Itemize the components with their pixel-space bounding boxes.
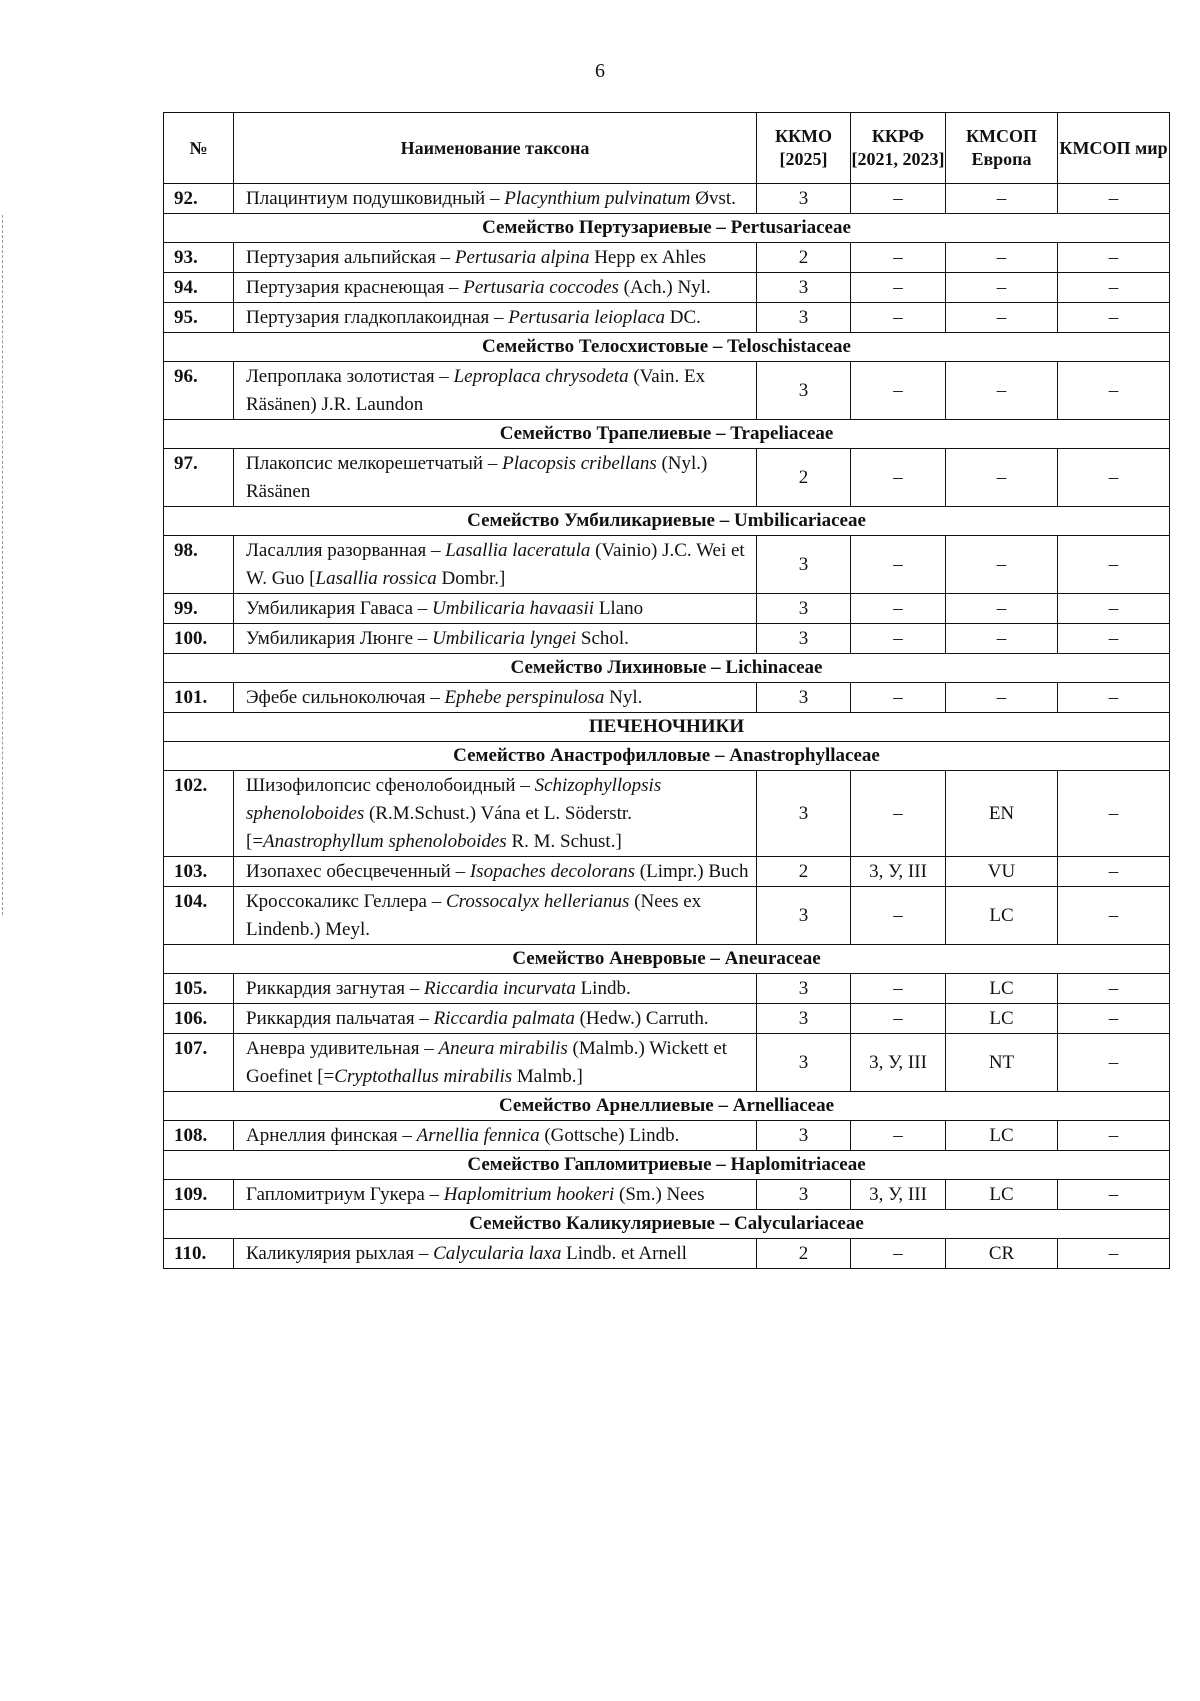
- status-iucn-world: –: [1058, 887, 1170, 945]
- family-row: [164, 420, 1170, 449]
- status-iucn-europe: –: [946, 303, 1058, 333]
- status-kkmo: 2: [757, 1239, 851, 1269]
- header-row: [164, 113, 1170, 184]
- taxon-name-cell: [234, 449, 757, 507]
- taxon-row: [164, 1121, 1170, 1151]
- status-iucn-world: –: [1058, 1004, 1170, 1034]
- status-kkmo: 3: [757, 273, 851, 303]
- taxon-author: Hepp ex Ahles: [589, 247, 707, 268]
- taxon-row: [164, 974, 1170, 1004]
- status-iucn-europe: –: [946, 683, 1058, 713]
- taxon-row: [164, 449, 1170, 507]
- taxon-russian-name: Эфебе сильноколючая –: [246, 687, 445, 708]
- family-row: [164, 1210, 1170, 1239]
- status-iucn-europe: NT: [946, 1034, 1058, 1092]
- taxon-russian-name: Пертузария краснеющая –: [246, 277, 464, 298]
- taxon-author: (Malmb.) Wickett et Goefinet [=: [246, 1038, 728, 1087]
- taxon-author: (Vain. Ex Räsänen) J.R. Laundon: [246, 366, 706, 415]
- status-kkrf: –: [851, 303, 946, 333]
- family-heading: Семейство Каликуляриевые – Calyculariaceae: [164, 1210, 1170, 1239]
- taxon-russian-name: Шизофилопсис сфенолобоидный –: [246, 775, 535, 796]
- taxon-russian-name: Каликулярия рыхлая –: [246, 1243, 434, 1264]
- family-heading: Семейство Гапломитриевые – Haplomitriaceae: [164, 1151, 1170, 1180]
- family-heading: Семейство Пертузариевые – Pertusariaceae: [164, 214, 1170, 243]
- status-iucn-world: –: [1058, 624, 1170, 654]
- status-kkrf: –: [851, 449, 946, 507]
- status-iucn-europe: –: [946, 624, 1058, 654]
- family-heading: Семейство Трапелиевые – Trapeliaceae: [164, 420, 1170, 449]
- header-kkmo: ККМО [2025]: [757, 113, 851, 184]
- taxon-name-cell: [234, 303, 757, 333]
- status-iucn-world: –: [1058, 857, 1170, 887]
- taxon-row: [164, 594, 1170, 624]
- taxon-number: 108.: [164, 1121, 234, 1151]
- taxon-name-cell: [234, 1034, 757, 1092]
- taxon-russian-name: Кроссокаликс Геллера –: [246, 891, 446, 912]
- family-row: [164, 507, 1170, 536]
- taxon-name-cell: [234, 624, 757, 654]
- status-kkmo: 3: [757, 887, 851, 945]
- taxon-row: [164, 857, 1170, 887]
- taxon-author: Schol.: [576, 628, 629, 649]
- taxon-latin-name: Calycularia laxa: [433, 1243, 562, 1264]
- taxa-table: [163, 112, 1170, 1269]
- header-name: Наименование таксона: [234, 113, 757, 184]
- status-iucn-world: –: [1058, 536, 1170, 594]
- header-kkrf: ККРФ [2021, 2023]: [851, 113, 946, 184]
- status-kkmo: 3: [757, 536, 851, 594]
- status-kkrf: –: [851, 1121, 946, 1151]
- taxon-author: Øvst.: [690, 188, 736, 209]
- taxon-latin-name: Riccardia palmata: [433, 1008, 575, 1029]
- taxon-number: 95.: [164, 303, 234, 333]
- taxon-latin-name: Crossocalyx hellerianus: [445, 891, 630, 912]
- taxon-synonym-latin-name: Cryptothallus mirabilis: [334, 1066, 513, 1087]
- taxon-number: 102.: [164, 771, 234, 857]
- status-kkmo: 3: [757, 771, 851, 857]
- taxon-latin-name: Leproplaca chrysodeta: [453, 366, 629, 387]
- status-iucn-europe: –: [946, 594, 1058, 624]
- taxon-row: [164, 243, 1170, 273]
- status-iucn-world: –: [1058, 683, 1170, 713]
- status-kkrf: –: [851, 974, 946, 1004]
- status-kkrf: –: [851, 887, 946, 945]
- status-kkrf: –: [851, 771, 946, 857]
- status-iucn-world: –: [1058, 449, 1170, 507]
- status-iucn-europe: –: [946, 362, 1058, 420]
- taxon-row: [164, 303, 1170, 333]
- taxon-name-cell: [234, 887, 757, 945]
- status-iucn-world: –: [1058, 1034, 1170, 1092]
- taxon-name-cell: [234, 857, 757, 887]
- taxon-russian-name: Аневра удивительная –: [246, 1038, 439, 1059]
- taxon-latin-name: Isopaches decolorans: [469, 861, 636, 882]
- status-kkmo: 2: [757, 857, 851, 887]
- status-iucn-world: –: [1058, 303, 1170, 333]
- status-iucn-europe: LC: [946, 1121, 1058, 1151]
- taxon-number: 94.: [164, 273, 234, 303]
- status-iucn-europe: –: [946, 243, 1058, 273]
- status-iucn-europe: LC: [946, 974, 1058, 1004]
- taxon-author: (Hedw.) Carruth.: [574, 1008, 709, 1029]
- taxon-synonym-author: R. M. Schust.]: [506, 831, 622, 852]
- taxon-name-cell: [234, 1004, 757, 1034]
- status-kkmo: 3: [757, 1034, 851, 1092]
- status-iucn-europe: –: [946, 536, 1058, 594]
- taxon-number: 97.: [164, 449, 234, 507]
- taxon-number: 100.: [164, 624, 234, 654]
- taxon-number: 105.: [164, 974, 234, 1004]
- taxon-latin-name: Pertusaria leioplaca: [508, 307, 665, 328]
- taxon-number: 96.: [164, 362, 234, 420]
- taxon-number: 103.: [164, 857, 234, 887]
- taxon-author: (Nyl.) Räsänen: [246, 453, 708, 502]
- taxon-row: [164, 624, 1170, 654]
- taxon-name-cell: [234, 1239, 757, 1269]
- taxon-synonym-author: Dombr.]: [436, 568, 506, 589]
- status-kkmo: 3: [757, 594, 851, 624]
- status-kkmo: 2: [757, 449, 851, 507]
- status-iucn-europe: LC: [946, 1180, 1058, 1210]
- taxon-russian-name: Риккардия пальчатая –: [246, 1008, 434, 1029]
- status-kkrf: –: [851, 594, 946, 624]
- taxon-latin-name: Placynthium pulvinatum: [504, 188, 691, 209]
- status-kkmo: 3: [757, 974, 851, 1004]
- taxon-synonym-author: Malmb.]: [512, 1066, 583, 1087]
- taxon-name-cell: [234, 273, 757, 303]
- taxon-row: [164, 1034, 1170, 1092]
- scan-edge-line: [2, 215, 3, 915]
- family-heading: Семейство Анастрофилловые – Anastrophyllaceae: [164, 742, 1170, 771]
- taxon-name-cell: [234, 594, 757, 624]
- status-iucn-world: –: [1058, 243, 1170, 273]
- status-iucn-world: –: [1058, 1239, 1170, 1269]
- taxon-author: Llano: [594, 598, 644, 619]
- status-kkrf: 3, У, III: [851, 1180, 946, 1210]
- taxon-row: [164, 184, 1170, 214]
- taxon-russian-name: Изопахес обесцвеченный –: [246, 861, 470, 882]
- taxon-author: (R.M.Schust.) Vána et L. Söderstr. [=: [246, 803, 632, 852]
- status-kkrf: –: [851, 243, 946, 273]
- taxon-number: 99.: [164, 594, 234, 624]
- taxon-name-cell: [234, 1121, 757, 1151]
- taxon-row: [164, 362, 1170, 420]
- taxon-latin-name: Pertusaria alpina: [454, 247, 590, 268]
- status-iucn-world: –: [1058, 184, 1170, 214]
- status-iucn-world: –: [1058, 273, 1170, 303]
- taxon-russian-name: Плацинтиум подушковидный –: [246, 188, 505, 209]
- family-heading: Семейство Аневровые – Aneuraceae: [164, 945, 1170, 974]
- taxon-russian-name: Риккардия загнутая –: [246, 978, 425, 999]
- status-iucn-europe: LC: [946, 1004, 1058, 1034]
- taxon-number: 101.: [164, 683, 234, 713]
- taxon-latin-name: Umbilicaria havaasii: [432, 598, 595, 619]
- status-kkmo: 3: [757, 1121, 851, 1151]
- taxon-row: [164, 536, 1170, 594]
- status-iucn-europe: –: [946, 184, 1058, 214]
- family-row: [164, 1092, 1170, 1121]
- taxon-number: 92.: [164, 184, 234, 214]
- status-kkmo: 3: [757, 1004, 851, 1034]
- taxon-russian-name: Плакопсис мелкорешетчатый –: [246, 453, 503, 474]
- taxon-row: [164, 273, 1170, 303]
- taxon-latin-name: Aneura mirabilis: [438, 1038, 568, 1059]
- taxon-row: [164, 1004, 1170, 1034]
- taxon-author: Nyl.: [604, 687, 643, 708]
- taxon-author: (Nees ex Lindenb.) Meyl.: [246, 891, 702, 940]
- status-kkmo: 3: [757, 303, 851, 333]
- taxon-author: Lindb. et Arnell: [561, 1243, 687, 1264]
- taxon-name-cell: [234, 184, 757, 214]
- taxon-row: [164, 771, 1170, 857]
- taxon-latin-name: Riccardia incurvata: [424, 978, 576, 999]
- status-kkmo: 2: [757, 243, 851, 273]
- family-row: [164, 1151, 1170, 1180]
- status-iucn-europe: LC: [946, 887, 1058, 945]
- taxon-latin-name: Arnellia fennica: [416, 1125, 540, 1146]
- status-kkmo: 3: [757, 624, 851, 654]
- taxon-author: Lindb.: [575, 978, 631, 999]
- status-kkrf: –: [851, 1239, 946, 1269]
- family-row: [164, 333, 1170, 362]
- taxon-row: [164, 887, 1170, 945]
- taxon-author: DC.: [665, 307, 701, 328]
- taxon-number: 104.: [164, 887, 234, 945]
- taxon-author: (Vainio) J.C. Wei et W. Guo [: [246, 540, 745, 589]
- taxon-author: (Sm.) Nees: [614, 1184, 705, 1205]
- status-kkrf: –: [851, 273, 946, 303]
- family-heading: Семейство Умбиликариевые – Umbilicariaceae: [164, 507, 1170, 536]
- status-iucn-europe: VU: [946, 857, 1058, 887]
- status-iucn-world: –: [1058, 1180, 1170, 1210]
- taxon-author: (Ach.) Nyl.: [618, 277, 711, 298]
- taxon-number: 98.: [164, 536, 234, 594]
- taxon-name-cell: [234, 771, 757, 857]
- taxon-name-cell: [234, 683, 757, 713]
- taxon-russian-name: Пертузария гладкоплакоидная –: [246, 307, 509, 328]
- status-iucn-world: –: [1058, 362, 1170, 420]
- taxa-body: [164, 184, 1170, 1269]
- taxon-russian-name: Лепроплака золотистая –: [246, 366, 454, 387]
- taxon-synonym-latin-name: Lasallia rossica: [315, 568, 437, 589]
- taxon-name-cell: [234, 243, 757, 273]
- taxon-number: 106.: [164, 1004, 234, 1034]
- taxon-russian-name: Арнеллия финская –: [246, 1125, 417, 1146]
- status-kkrf: –: [851, 1004, 946, 1034]
- status-iucn-world: –: [1058, 771, 1170, 857]
- taxon-name-cell: [234, 1180, 757, 1210]
- family-heading: Семейство Лихиновые – Lichinaceae: [164, 654, 1170, 683]
- status-iucn-world: –: [1058, 1121, 1170, 1151]
- taxon-row: [164, 683, 1170, 713]
- status-kkmo: 3: [757, 184, 851, 214]
- taxon-number: 109.: [164, 1180, 234, 1210]
- taxon-number: 93.: [164, 243, 234, 273]
- status-kkrf: –: [851, 624, 946, 654]
- taxon-russian-name: Ласаллия разорванная –: [246, 540, 446, 561]
- taxon-name-cell: [234, 974, 757, 1004]
- status-kkmo: 3: [757, 362, 851, 420]
- taxon-latin-name: Ephebe perspinulosa: [444, 687, 605, 708]
- taxon-latin-name: Haplomitrium hookeri: [443, 1184, 615, 1205]
- taxon-russian-name: Умбиликария Люнге –: [246, 628, 433, 649]
- status-kkmo: 3: [757, 683, 851, 713]
- status-iucn-world: –: [1058, 974, 1170, 1004]
- family-heading: Семейство Арнеллиевые – Arnelliaceae: [164, 1092, 1170, 1121]
- taxon-name-cell: [234, 362, 757, 420]
- status-iucn-world: –: [1058, 594, 1170, 624]
- status-kkrf: –: [851, 536, 946, 594]
- taxon-number: 107.: [164, 1034, 234, 1092]
- header-num: №: [164, 113, 234, 184]
- status-iucn-europe: –: [946, 449, 1058, 507]
- taxon-latin-name: Lasallia laceratula: [445, 540, 591, 561]
- taxon-name-cell: [234, 536, 757, 594]
- taxon-author: (Gottsche) Lindb.: [539, 1125, 680, 1146]
- taxon-number: 110.: [164, 1239, 234, 1269]
- section-row: [164, 713, 1170, 742]
- header-iucn-world: КМСОП мир: [1058, 113, 1170, 184]
- status-kkrf: –: [851, 683, 946, 713]
- status-kkrf: –: [851, 184, 946, 214]
- taxon-latin-name: Schizophyllopsis sphenoloboides: [246, 775, 662, 824]
- section-heading: ПЕЧЕНОЧНИКИ: [164, 713, 1170, 742]
- family-row: [164, 654, 1170, 683]
- status-iucn-europe: –: [946, 273, 1058, 303]
- family-row: [164, 214, 1170, 243]
- status-iucn-europe: EN: [946, 771, 1058, 857]
- taxon-russian-name: Пертузария альпийская –: [246, 247, 455, 268]
- taxon-latin-name: Pertusaria coccodes: [463, 277, 619, 298]
- status-kkmo: 3: [757, 1180, 851, 1210]
- family-heading: Семейство Телосхистовые – Teloschistaceae: [164, 333, 1170, 362]
- taxon-row: [164, 1180, 1170, 1210]
- status-kkrf: 3, У, III: [851, 857, 946, 887]
- header-iucn-europe: КМСОП Европа: [946, 113, 1058, 184]
- taxon-russian-name: Гапломитриум Гукера –: [246, 1184, 444, 1205]
- taxon-synonym-latin-name: Anastrophyllum sphenoloboides: [263, 831, 507, 852]
- taxon-row: [164, 1239, 1170, 1269]
- taxon-latin-name: Umbilicaria lyngei: [432, 628, 577, 649]
- page-number: 6: [595, 60, 605, 82]
- family-row: [164, 945, 1170, 974]
- taxon-russian-name: Умбиликария Гаваса –: [246, 598, 433, 619]
- status-iucn-europe: CR: [946, 1239, 1058, 1269]
- status-kkrf: 3, У, III: [851, 1034, 946, 1092]
- taxon-latin-name: Placopsis cribellans: [502, 453, 657, 474]
- taxon-author: (Limpr.) Buch: [635, 861, 749, 882]
- status-kkrf: –: [851, 362, 946, 420]
- family-row: [164, 742, 1170, 771]
